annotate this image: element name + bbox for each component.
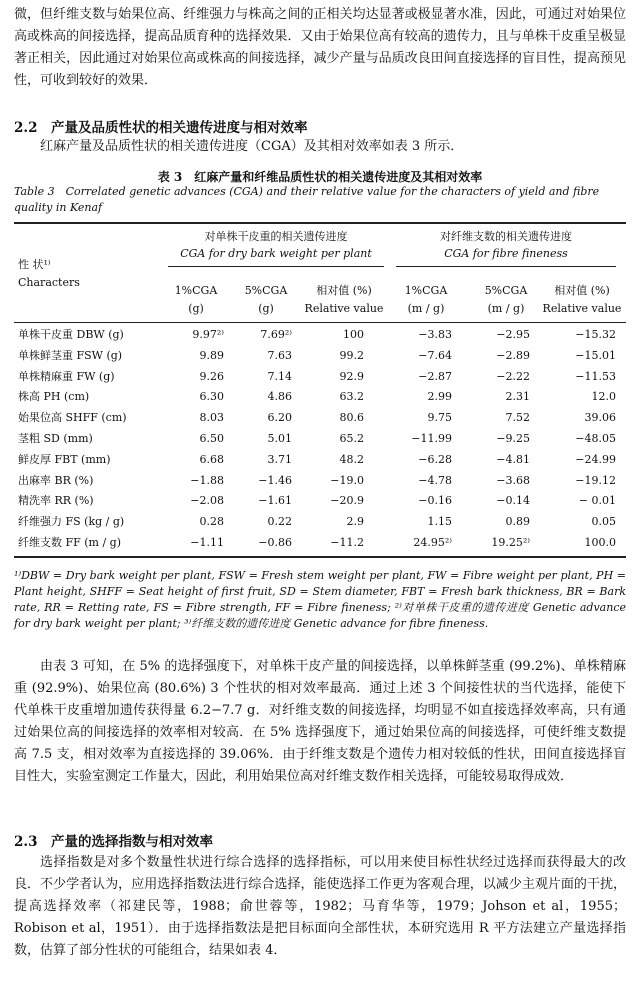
table-cell: −3.68 [496, 474, 530, 487]
section-heading-2-2: 2.2 产量及品质性状的相关遗传进度与相对效率 [14, 120, 308, 136]
table-cell: −11.99 [411, 432, 452, 445]
column-header-unit: Relative value [304, 302, 384, 315]
column-header-label: 5%CGA [484, 284, 528, 297]
table-cell: −48.05 [575, 432, 616, 445]
table-cell: −0.86 [258, 536, 292, 549]
section-heading-2-3: 2.3 产量的选择指数与相对效率 [14, 834, 213, 850]
group2-header-en: CGA for fibre fineness [444, 247, 568, 260]
trait-header-cn: 性 状¹⁾ [18, 258, 51, 271]
table-cell: 6.20 [267, 411, 292, 424]
table-cell: −2.89 [496, 349, 530, 362]
column-header-unit: (m / g) [407, 302, 445, 315]
table-cell: −3.83 [418, 328, 452, 341]
table-cell: −1.11 [190, 536, 224, 549]
column-header-label: 相对值 (%) [554, 284, 610, 297]
table-cell: 7.52 [505, 411, 530, 424]
group2-rule [396, 266, 616, 267]
table-cell: 92.9 [339, 370, 364, 383]
table-cell: 7.69²⁾ [260, 328, 292, 341]
table-cell: −4.78 [418, 474, 452, 487]
table-cell: 9.75 [427, 411, 452, 424]
column-header-label: 相对值 (%) [316, 284, 372, 297]
table-cell: 6.30 [199, 390, 224, 403]
table-cell: 80.6 [339, 411, 364, 424]
table-cell: −0.14 [496, 494, 530, 507]
row-label: 单株鲜茎重 FSW (g) [18, 349, 123, 362]
table-cell: 9.97²⁾ [192, 328, 224, 341]
table-cell: 2.99 [427, 390, 452, 403]
group1-header-cn: 对单株干皮重的相关遗传进度 [204, 230, 348, 243]
row-label: 出麻率 BR (%) [18, 474, 94, 487]
column-header-unit: (g) [188, 302, 204, 315]
column-header-unit: Relative value [542, 302, 622, 315]
column-header-unit: (g) [258, 302, 274, 315]
paragraph-2-2: 红麻产量及品质性状的相关遗传进度（CGA）及其相对效率如表 3 所示． [40, 139, 464, 154]
table-cell: −1.88 [190, 474, 224, 487]
table-cell: 8.03 [199, 411, 224, 424]
table-caption-en: Table 3 Correlated genetic advances (CGA) and their relative value for the characters of yield and fibre quality in Kenaf [14, 185, 600, 214]
table-bottom-rule [14, 556, 626, 558]
column-header-label: 1%CGA [404, 284, 448, 297]
group1-header-en: CGA for dry bark weight per plant [180, 247, 372, 260]
table-cell: −15.01 [575, 349, 616, 362]
column-header-unit: (m / g) [487, 302, 525, 315]
table-cell: 3.71 [267, 453, 292, 466]
table-cell: −19.12 [575, 474, 616, 487]
table-cell: 100.0 [584, 536, 616, 549]
table-cell: 99.2 [339, 349, 364, 362]
table-cell: −11.2 [330, 536, 364, 549]
row-label: 株高 PH (cm) [18, 390, 90, 403]
table-footnote: ¹⁾DBW = Dry bark weight per plant, FSW = Fresh stem weight per plant, FW = Fibre weight per plant, PH = Plant height, SHFF = Seat height of first fruit, SD = Stem diameter, FBT = Fresh bark thickness, BR = Bark rate, RR = Retting rate, FS = Fibre strength, FF = Fibre fineness; ²⁾对单株干皮重的遗传进度 Genetic advance for dry bark weight per plant; ³⁾纤维支数的遗传进度 Genetic advance for fibre fineness. [14, 569, 626, 630]
table-caption-cn: 表 3 红麻产量和纤维品质性状的相关遗传进度及其相对效率 [157, 170, 483, 184]
group1-rule [168, 266, 384, 267]
table-cell: 0.05 [591, 515, 616, 528]
table-cell: 5.01 [267, 432, 292, 445]
row-label: 纤维支数 FF (m / g) [18, 536, 122, 549]
table-cell: 6.68 [199, 453, 224, 466]
table-cell: 12.0 [591, 390, 616, 403]
table-cell: 0.89 [505, 515, 530, 528]
group2-header-cn: 对纤维支数的相关遗传进度 [440, 230, 572, 243]
row-label: 始果位高 SHFF (cm) [18, 411, 127, 424]
table-cell: 24.95²⁾ [413, 536, 452, 549]
table-cell: −7.64 [418, 349, 452, 362]
table-cell: 19.25²⁾ [491, 536, 530, 549]
row-label: 鲜皮厚 FBT (mm) [18, 453, 111, 466]
table-cell: −1.61 [258, 494, 292, 507]
table-cell: 48.2 [339, 453, 364, 466]
table-cell: 65.2 [339, 432, 364, 445]
table-cell: 6.50 [199, 432, 224, 445]
table-cell: −2.22 [496, 370, 530, 383]
table-cell: −6.28 [418, 453, 452, 466]
table-cell: −4.81 [496, 453, 530, 466]
table-cell: −24.99 [575, 453, 616, 466]
paragraph-after-table: 由表 3 可知，在 5% 的选择强度下，对单株干皮产量的间接选择，以单株鲜茎重 (99.2%)、单株精麻重 (92.9%)、始果位高 (80.6%) 3 个性状的相对效率最高．通过上述 3 个间接性状的当代选择，能使下代单株干皮重增加遗传获得量 6.2−7.7 g．对纤维支数的间接选择，均明显不如直接选择效率高，只有通过始果位高的间接选择的效率相对较高．在 5% 选择强度下，通过始果位高的间接选择，可使纤维支数提高 7.5 支，相对效率为直接选择的 39.06%．由于纤维支数是个遗传力相对较低的性状，田间直接选择盲目性大，实验室测定工作量大，因此，利用始果位高对纤维支数作相关选择，可能较易取得成效． [14, 659, 626, 784]
table-cell: −0.16 [418, 494, 452, 507]
table-cell: −2.08 [190, 494, 224, 507]
table-cell: − 0.01 [578, 494, 616, 507]
row-label: 精洗率 RR (%) [18, 494, 94, 507]
row-label: 茎粗 SD (mm) [18, 432, 93, 445]
table-cell: 39.06 [584, 411, 616, 424]
table-cell: 2.9 [346, 515, 364, 528]
table-cell: −20.9 [330, 494, 364, 507]
table-cell: 7.63 [267, 349, 292, 362]
row-label: 单株精麻重 FW (g) [18, 370, 115, 383]
table-cell: 9.26 [199, 370, 224, 383]
row-label: 单株干皮重 DBW (g) [18, 328, 124, 341]
table-cell: 63.2 [339, 390, 364, 403]
table-cell: −2.95 [496, 328, 530, 341]
table-cell: 9.89 [199, 349, 224, 362]
table-top-rule [14, 222, 626, 224]
table-cell: 4.86 [267, 390, 292, 403]
table-cell: −1.46 [258, 474, 292, 487]
trait-header-en: Characters [18, 276, 80, 289]
paragraph-2-3: 选择指数是对多个数量性状进行综合选择的选择指标，可以用来使目标性状经过选择而获得最大的改良．不少学者认为，应用选择指数法进行综合选择，能使选择工作更为客观合理，以减少主观片面的干扰，提高选择效率（祁建民等，1988；俞世蓉等，1982；马育华等，1979；Johson et al，1955；Robison et al，1951）．由于选择指数法是把目标面向全部性状，本研究选用 R 平方法建立产量选择指数，估算了部分性状的可能组合，结果如表 4． [14, 855, 626, 958]
row-label: 纤维强力 FS (kg / g) [18, 515, 125, 528]
table-cell: 100 [343, 328, 364, 341]
table-cell: 1.15 [427, 515, 452, 528]
column-header-label: 1%CGA [174, 284, 218, 297]
table-cell: 2.31 [505, 390, 530, 403]
table-cell: 0.22 [267, 515, 292, 528]
table-cell: −15.32 [575, 328, 616, 341]
table-cell: 7.14 [267, 370, 292, 383]
table-header-rule [14, 322, 626, 323]
column-header-label: 5%CGA [244, 284, 288, 297]
table-cell: −19.0 [330, 474, 364, 487]
table-cell: −9.25 [496, 432, 530, 445]
paragraph-intro: 微，但纤维支数与始果位高、纤维强力与株高之间的正相关均达显著或极显著水准，因此，可通过对始果位高或株高的间接选择，提高品质育种的选择效果．又由于始果位高有较高的遗传力，且与单株干皮重呈极显著正相关，因此通过对始果位高或株高的间接选择，减少产量与品质改良田间直接选择的盲目性，提高预见性，可收到较好的效果． [14, 7, 626, 88]
table-cell: 0.28 [199, 515, 224, 528]
table-cell: −11.53 [575, 370, 616, 383]
table-cell: −2.87 [418, 370, 452, 383]
